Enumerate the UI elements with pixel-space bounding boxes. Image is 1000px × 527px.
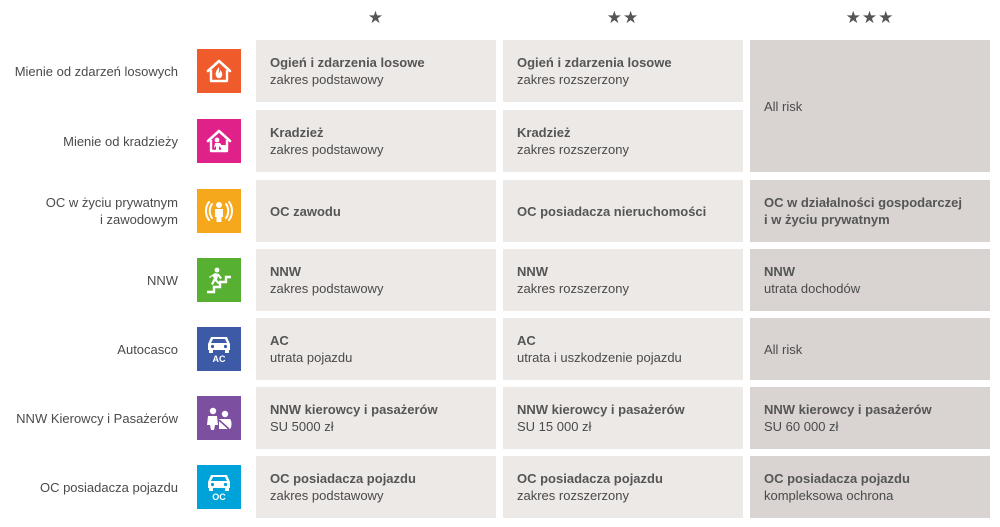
cell-subtitle: zakres podstawowy [270,488,384,503]
cell-row2-tier1 [256,110,496,172]
row-label-line: OC w życiu prywatnym [45,195,178,210]
cell-row5-tier1 [256,318,496,380]
tier-3-stars: ★★★ [845,8,895,28]
cell-row4-tier1 [256,249,496,311]
cell-subtitle: zakres podstawowy [270,142,384,157]
cell-title: OC posiadacza pojazdu [764,471,910,486]
cell-title: OC posiadacza nieruchomości [517,203,707,219]
row-label-line: i zawodowym [99,212,178,227]
icon-caption: AC [212,354,226,364]
cell-subtitle: kompleksowa ochrona [764,488,894,503]
row-label-property-theft: Mienie od kradzieży [63,133,178,149]
cell-subtitle: utrata i uszkodzenie pojazdu [517,350,682,365]
cell-row6-tier2 [503,387,743,449]
cell-row6-tier1 [256,387,496,449]
cell-row1-tier2 [503,40,743,102]
cell-title: AC [517,333,536,348]
cell-title: NNW kierowcy i pasażerów [517,402,685,417]
cell-subtitle: zakres podstawowy [270,72,384,87]
cell-title: NNW kierowcy i pasażerów [270,402,438,417]
row-label-nnw: NNW [146,272,178,288]
icon-caption: OC [212,492,226,502]
row-label-property-random-events: Mienie od zdarzeń losowych [14,63,178,79]
cell-subtitle: All risk [764,98,803,114]
cell-subtitle: utrata pojazdu [270,350,353,365]
cell-row2-tier2 [503,110,743,172]
cell-subtitle: zakres rozszerzony [517,142,629,157]
cell-row4-tier2 [503,249,743,311]
cell-row5-tier2 [503,318,743,380]
cell-subtitle: SU 15 000 zł [517,419,592,434]
tier-1-stars: ★ [367,8,385,28]
cell-row3-tier1 [256,180,496,242]
cell-title: Kradzież [270,125,324,140]
cell-subtitle: All risk [764,341,803,357]
cell-title: Ogień i zdarzenia losowe [517,55,672,70]
car-ac-icon [197,327,241,371]
cell-title: OC posiadacza pojazdu [270,471,416,486]
car-oc-icon [197,465,241,509]
cell-title: NNW kierowcy i pasażerów [764,402,932,417]
cell-title: OC zawodu [270,203,341,219]
cell-title: NNW [270,264,302,279]
cell-subtitle: SU 60 000 zł [764,419,839,434]
cell-subtitle: zakres rozszerzony [517,281,629,296]
cell-merged-all-risk [750,40,990,172]
row-label-vehicle-oc: OC posiadacza pojazdu [39,479,178,495]
cell-title: i w życiu prywatnym [764,212,890,227]
cell-row7-tier3 [750,456,990,518]
cell-subtitle: utrata dochodów [764,281,861,296]
cell-row3-tier2 [503,180,743,242]
cell-title: AC [270,333,289,348]
person-alert-icon [197,189,241,233]
cell-subtitle: zakres podstawowy [270,281,384,296]
cell-row7-tier1 [256,456,496,518]
house-fire-icon [197,49,241,93]
house-thief-icon [197,119,241,163]
cell-title: NNW [517,264,549,279]
row-label-civil-liability [0,180,178,242]
cell-row7-tier2 [503,456,743,518]
cell-subtitle: SU 5000 zł [270,419,334,434]
cell-row6-tier3 [750,387,990,449]
row-label-autocasco: Autocasco [117,341,178,357]
cell-row3-tier3 [750,180,990,242]
cell-row1-tier1 [256,40,496,102]
cell-title: OC w działalności gospodarczej [764,195,962,210]
cell-title: Ogień i zdarzenia losowe [270,55,425,70]
tier-2-stars: ★★ [606,8,640,28]
row-label-driver-passengers: NNW Kierowcy i Pasażerów [16,410,178,426]
cell-title: OC posiadacza pojazdu [517,471,663,486]
cell-title: Kradzież [517,125,571,140]
cell-title: NNW [764,264,796,279]
cell-subtitle: zakres rozszerzony [517,488,629,503]
cell-row4-tier3 [750,249,990,311]
person-falling-stairs-icon [197,258,241,302]
passengers-icon [197,396,241,440]
cell-row5-tier3 [750,318,990,380]
cell-subtitle: zakres rozszerzony [517,72,629,87]
